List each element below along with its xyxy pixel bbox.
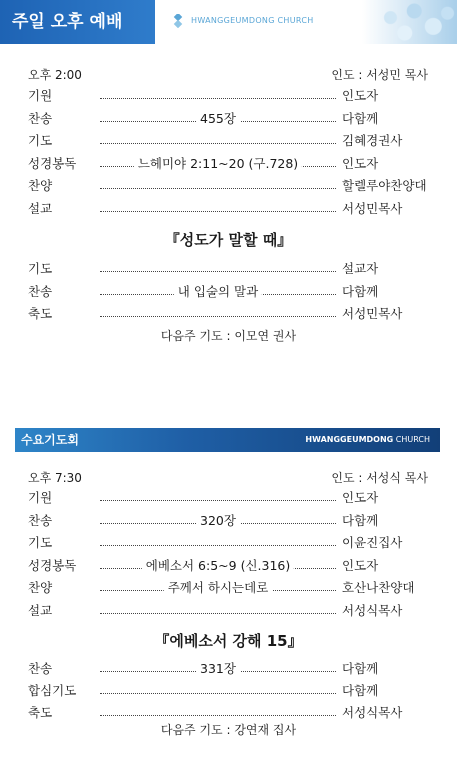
- order-row: [28, 131, 428, 151]
- dotted-leader: [100, 211, 336, 212]
- wednesday-time: 오후 7:30: [28, 471, 82, 485]
- order-item-person: 다함께: [342, 283, 379, 299]
- order-item-label: 찬송: [28, 512, 53, 528]
- order-row: [28, 556, 428, 576]
- wednesday-sermon-title: 『에베소서 강해 15』: [154, 632, 303, 650]
- order-item-left: [28, 176, 96, 196]
- dotted-leader: [100, 271, 336, 272]
- sunday-church-name: HWANGGEUMDONG CHURCH: [191, 16, 314, 25]
- order-row: [28, 511, 428, 531]
- order-item-label: 축도: [28, 306, 53, 321]
- dotted-leader: [100, 188, 336, 189]
- order-row: [28, 259, 428, 279]
- order-row: [28, 488, 428, 508]
- order-item-left: [28, 86, 96, 106]
- order-item-detail: 주께서 하시는데로: [164, 578, 273, 598]
- order-item-detail: 느헤미야 2:11~20 (구.728): [134, 154, 302, 174]
- order-item-left: [28, 681, 96, 701]
- order-row: [28, 109, 428, 129]
- order-item-right: [342, 176, 428, 196]
- wednesday-church-name: HWANGGEUMDONG CHURCH: [305, 435, 430, 444]
- sunday-sermon-title: 『성도가 말할 때』: [164, 231, 293, 249]
- dotted-leader: [100, 545, 336, 546]
- order-item-label: 설교: [28, 200, 53, 216]
- order-item-person: 다함께: [342, 512, 379, 528]
- order-item-label: 찬양: [28, 178, 53, 193]
- order-item-person: 김혜경권사: [342, 133, 403, 148]
- order-row: [28, 154, 428, 174]
- order-item-left: [28, 488, 96, 508]
- sunday-header: [0, 0, 457, 44]
- order-item-right: [342, 556, 428, 576]
- order-item-detail: 331장: [196, 659, 240, 679]
- dotted-leader: [100, 316, 336, 317]
- wednesday-top-line: [28, 469, 428, 487]
- dotted-leader: [100, 500, 336, 501]
- order-item-detail: 내 입술의 말과: [174, 282, 262, 302]
- order-item-left: [28, 556, 96, 576]
- order-item-left: [28, 131, 96, 151]
- order-item-left: [28, 154, 96, 174]
- order-row: [28, 659, 428, 679]
- order-item-person: 서성민목사: [342, 306, 403, 321]
- dotted-leader: [100, 715, 336, 716]
- order-row: [28, 533, 428, 553]
- order-item-right: [342, 131, 428, 151]
- sunday-top-line: [28, 66, 428, 84]
- order-item-left: [28, 511, 96, 531]
- order-item-label: 기원: [28, 490, 53, 505]
- order-item-person: 인도자: [342, 490, 379, 505]
- order-item-person: 서성식목사: [342, 602, 403, 618]
- order-item-person: 서성식목사: [342, 705, 403, 720]
- order-item-right: [342, 703, 428, 723]
- sunday-time: 오후 2:00: [28, 68, 82, 82]
- order-item-person: 할렐루야찬양대: [342, 178, 427, 193]
- order-item-left: [28, 703, 96, 723]
- dotted-leader: [100, 613, 336, 614]
- order-row: [28, 681, 428, 701]
- hydrangea-image: [362, 0, 457, 44]
- order-row: [28, 282, 428, 302]
- order-item-left: [28, 259, 96, 279]
- order-item-person: 호산나찬양대: [342, 580, 415, 595]
- order-item-right: [342, 511, 428, 531]
- order-item-right: [342, 304, 428, 324]
- order-item-label: 기도: [28, 261, 53, 276]
- order-item-person: 다함께: [342, 661, 379, 676]
- sunday-leader: 인도 : 서성민 목사: [331, 68, 428, 82]
- order-item-detail: 320장: [196, 511, 240, 531]
- order-item-person: 설교자: [342, 261, 379, 276]
- dotted-leader: [100, 143, 336, 144]
- order-item-right: [342, 533, 428, 553]
- order-item-label: 찬양: [28, 580, 53, 595]
- order-row: [28, 199, 428, 219]
- order-item-right: [342, 282, 428, 302]
- order-item-left: [28, 109, 96, 129]
- order-item-label: 기원: [28, 88, 53, 103]
- order-item-left: [28, 304, 96, 324]
- order-item-detail: 에베소서 6:5~9 (신.316): [142, 556, 294, 576]
- order-row: [28, 304, 428, 324]
- order-item-label: 찬송: [28, 110, 53, 126]
- wednesday-leader: 인도 : 서성식 목사: [331, 471, 428, 485]
- sunday-header-title: 주일 오후 예배: [0, 0, 155, 44]
- order-row: [28, 703, 428, 723]
- order-item-label: 찬송: [28, 283, 53, 299]
- order-item-right: [342, 199, 428, 219]
- order-item-detail: 455장: [196, 109, 240, 129]
- wednesday-header-title: 수요기도회: [21, 433, 79, 447]
- order-item-right: [342, 109, 428, 129]
- order-item-label: 기도: [28, 535, 53, 550]
- sunday-next-prayer: 다음주 기도 : 이모연 권사: [160, 329, 297, 343]
- order-row: [28, 176, 428, 196]
- order-item-left: [28, 659, 96, 679]
- order-item-left: [28, 533, 96, 553]
- order-item-person: 서성민목사: [342, 200, 403, 216]
- order-item-right: [342, 259, 428, 279]
- order-item-label: 찬송: [28, 661, 53, 676]
- dotted-leader: [100, 98, 336, 99]
- order-item-left: [28, 282, 96, 302]
- order-item-person: 다함께: [342, 683, 379, 698]
- order-item-right: [342, 154, 428, 174]
- order-item-right: [342, 659, 428, 679]
- order-item-left: [28, 601, 96, 621]
- order-item-label: 성경봉독: [28, 557, 77, 573]
- order-item-label: 기도: [28, 133, 53, 148]
- wednesday-header: [15, 428, 440, 452]
- order-item-right: [342, 86, 428, 106]
- order-item-person: 다함께: [342, 110, 379, 126]
- order-item-right: [342, 681, 428, 701]
- order-item-right: [342, 601, 428, 621]
- church-logo-icon: [172, 14, 186, 28]
- order-item-label: 합심기도: [28, 683, 77, 698]
- order-item-right: [342, 578, 428, 598]
- order-item-person: 인도자: [342, 557, 379, 573]
- order-item-left: [28, 578, 96, 598]
- order-row: [28, 601, 428, 621]
- order-item-left: [28, 199, 96, 219]
- order-row: [28, 86, 428, 106]
- order-row: [28, 578, 428, 598]
- order-item-person: 인도자: [342, 88, 379, 103]
- order-item-label: 축도: [28, 705, 53, 720]
- dotted-leader: [100, 693, 336, 694]
- order-item-right: [342, 488, 428, 508]
- order-item-label: 성경봉독: [28, 155, 77, 171]
- order-item-label: 설교: [28, 602, 53, 618]
- order-item-person: 이윤진집사: [342, 535, 403, 550]
- wednesday-next-prayer: 다음주 기도 : 강연재 집사: [160, 723, 297, 737]
- order-item-person: 인도자: [342, 155, 379, 171]
